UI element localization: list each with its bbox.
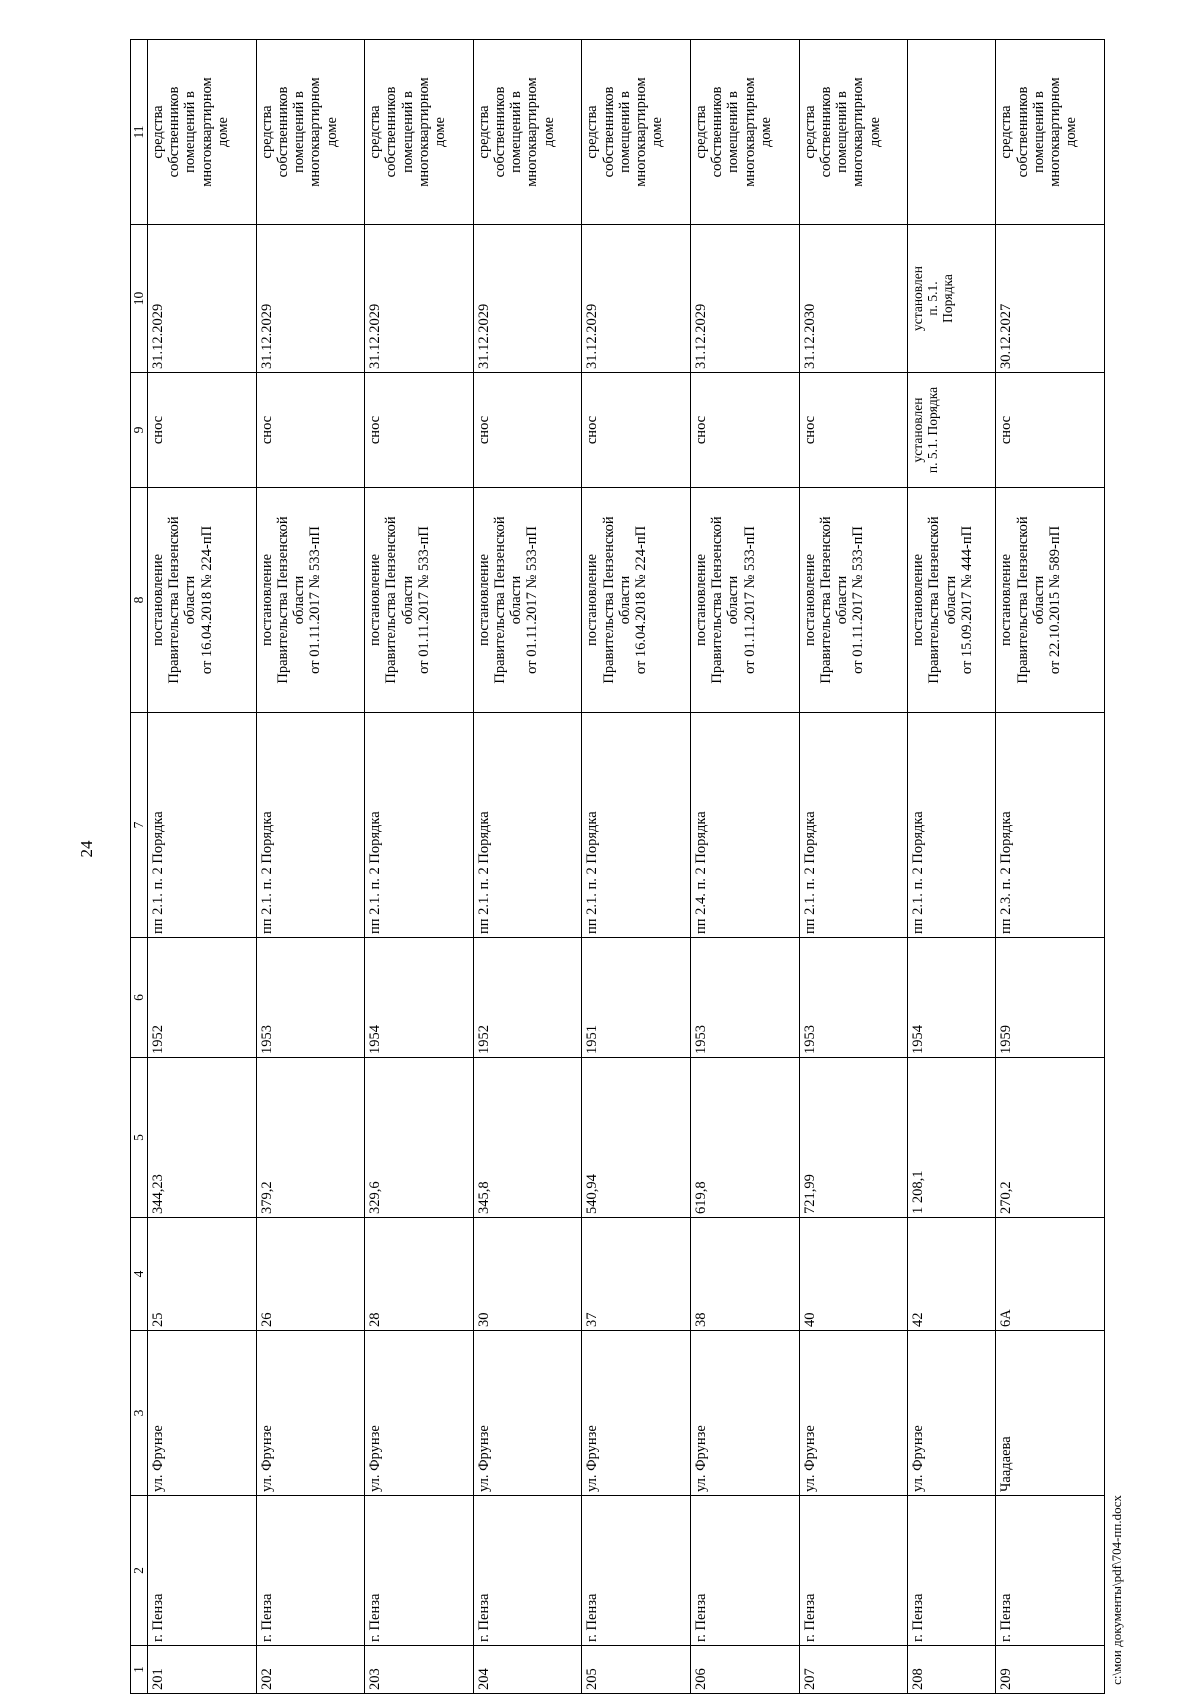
action-text: снос bbox=[801, 415, 818, 445]
document-line: области bbox=[182, 575, 199, 625]
funding-line: собственников bbox=[492, 86, 509, 178]
document-line: постановление bbox=[258, 553, 275, 647]
document-cell bbox=[473, 488, 582, 713]
funding-line: доме bbox=[323, 117, 340, 147]
house-cell bbox=[690, 1218, 799, 1331]
funding-cell bbox=[908, 40, 996, 225]
basis-cell bbox=[473, 713, 582, 938]
table-row bbox=[148, 40, 257, 1694]
area-value: 540,94 bbox=[584, 1174, 601, 1214]
document-cell bbox=[148, 488, 257, 713]
funding-line: доме bbox=[214, 117, 231, 147]
action-cell bbox=[799, 373, 908, 488]
funding-line: собственников bbox=[709, 86, 726, 178]
area-value: 379,2 bbox=[258, 1181, 275, 1214]
column-number: 9 bbox=[131, 373, 148, 488]
street-cell bbox=[582, 1331, 691, 1496]
city-name: г. Пенза bbox=[475, 1593, 492, 1642]
funding-line: средства bbox=[367, 105, 384, 159]
table-body bbox=[131, 40, 1105, 1694]
row-number: 208 bbox=[910, 1668, 927, 1690]
area-cell bbox=[148, 1058, 257, 1218]
column-number-row bbox=[131, 40, 148, 1694]
city-name: г. Пенза bbox=[801, 1593, 818, 1642]
footer-file-path: c:\мои документы\pdf\704-пп.docx bbox=[1109, 1495, 1124, 1685]
funding-line: помещений в bbox=[834, 91, 851, 173]
funding-line: многоквартирном bbox=[850, 77, 867, 187]
page-number: 24 bbox=[77, 840, 96, 858]
document-line: Правительства Пензенской bbox=[926, 516, 943, 684]
row-number-cell bbox=[799, 1646, 908, 1694]
city-name: г. Пенза bbox=[367, 1593, 384, 1642]
street-cell bbox=[365, 1331, 474, 1496]
column-number: 4 bbox=[131, 1218, 148, 1331]
document-line: от 01.11.2017 № 533-пП bbox=[524, 526, 541, 674]
funding-line: многоквартирном bbox=[198, 77, 215, 187]
action-text: снос bbox=[692, 415, 709, 445]
funding-line: помещений в bbox=[725, 91, 742, 173]
column-number: 7 bbox=[131, 713, 148, 938]
funding-cell bbox=[148, 40, 257, 225]
deadline-cell bbox=[690, 225, 799, 373]
row-number: 204 bbox=[475, 1668, 492, 1690]
area-cell bbox=[256, 1058, 365, 1218]
action-text: снос bbox=[475, 415, 492, 445]
deadline-cell bbox=[996, 225, 1105, 373]
deadline-text: 31.12.2029 bbox=[584, 303, 601, 369]
table-row bbox=[256, 40, 365, 1694]
street-cell bbox=[799, 1331, 908, 1496]
funding-line: многоквартирном bbox=[307, 77, 324, 187]
action-text: снос bbox=[258, 415, 275, 445]
deadline-text: 31.12.2030 bbox=[801, 303, 818, 369]
area-value: 619,8 bbox=[692, 1181, 709, 1214]
basis-cell bbox=[148, 713, 257, 938]
document-cell bbox=[256, 488, 365, 713]
funding-line: помещений в bbox=[1030, 91, 1047, 173]
table-row bbox=[365, 40, 474, 1694]
house-cell bbox=[148, 1218, 257, 1331]
row-number-cell bbox=[473, 1646, 582, 1694]
city-cell bbox=[996, 1496, 1105, 1646]
table-row bbox=[799, 40, 908, 1694]
document-line: постановление bbox=[150, 553, 166, 647]
city-name: г. Пенза bbox=[150, 1593, 166, 1642]
city-name: г. Пенза bbox=[258, 1593, 275, 1642]
action-text: п. 5.1. Порядка bbox=[925, 386, 941, 474]
build-year: 1952 bbox=[475, 1025, 492, 1054]
column-number: 10 bbox=[131, 225, 148, 373]
funding-line: средства bbox=[692, 105, 709, 159]
street-cell bbox=[256, 1331, 365, 1496]
funding-line: многоквартирном bbox=[1047, 77, 1063, 187]
document-line: от 16.04.2018 № 224-пП bbox=[633, 525, 650, 675]
basis-text: пп 2.1. п. 2 Порядка bbox=[910, 811, 927, 934]
street-name: ул. Фрунзе bbox=[367, 1425, 384, 1492]
document-line: Правительства Пензенской bbox=[1014, 516, 1031, 684]
table-row bbox=[473, 40, 582, 1694]
house-number: 40 bbox=[801, 1312, 818, 1327]
rotated-table-container bbox=[130, 40, 1105, 1694]
funding-line: многоквартирном bbox=[633, 77, 650, 187]
row-number: 206 bbox=[692, 1668, 709, 1690]
house-cell bbox=[908, 1218, 996, 1331]
build-year: 1959 bbox=[998, 1025, 1015, 1054]
document-line: постановление bbox=[475, 553, 492, 647]
basis-cell bbox=[996, 713, 1105, 938]
city-cell bbox=[799, 1496, 908, 1646]
deadline-cell bbox=[365, 225, 474, 373]
area-cell bbox=[582, 1058, 691, 1218]
action-cell bbox=[256, 373, 365, 488]
action-cell bbox=[473, 373, 582, 488]
funding-line: доме bbox=[540, 117, 557, 147]
city-cell bbox=[148, 1496, 257, 1646]
row-number-cell bbox=[148, 1646, 257, 1694]
deadline-cell bbox=[148, 225, 257, 373]
deadline-cell bbox=[256, 225, 365, 373]
document-line: постановление bbox=[910, 553, 927, 647]
deadline-text: 31.12.2029 bbox=[367, 303, 384, 369]
year-cell bbox=[799, 938, 908, 1058]
street-name: ул. Фрунзе bbox=[475, 1425, 492, 1492]
funding-cell bbox=[365, 40, 474, 225]
document-line: Правительства Пензенской bbox=[600, 516, 617, 684]
funding-line: помещений в bbox=[508, 91, 525, 173]
area-cell bbox=[799, 1058, 908, 1218]
action-cell bbox=[908, 373, 996, 488]
funding-cell bbox=[473, 40, 582, 225]
basis-text: пп 2.1. п. 2 Порядка bbox=[367, 811, 384, 934]
house-number: 25 bbox=[150, 1312, 166, 1327]
row-number: 207 bbox=[801, 1668, 818, 1690]
house-cell bbox=[996, 1218, 1105, 1331]
deadline-text: Порядка bbox=[940, 274, 956, 323]
area-value: 1 208,1 bbox=[910, 1170, 927, 1214]
area-value: 721,99 bbox=[801, 1174, 818, 1214]
deadline-text: п. 5.1. bbox=[925, 281, 941, 316]
year-cell bbox=[690, 938, 799, 1058]
funding-line: помещений в bbox=[182, 91, 199, 173]
basis-cell bbox=[582, 713, 691, 938]
build-year: 1952 bbox=[150, 1025, 166, 1054]
funding-line: собственников bbox=[817, 86, 834, 178]
document-line: области bbox=[508, 575, 525, 625]
area-value: 344,23 bbox=[150, 1174, 166, 1214]
house-cell bbox=[256, 1218, 365, 1331]
city-name: г. Пенза bbox=[998, 1593, 1015, 1642]
document-line: области bbox=[1030, 575, 1047, 625]
area-value: 270,2 bbox=[998, 1181, 1015, 1214]
deadline-cell bbox=[473, 225, 582, 373]
house-number: 28 bbox=[367, 1312, 384, 1327]
action-text: снос bbox=[367, 415, 384, 445]
document-cell bbox=[365, 488, 474, 713]
document-line: области bbox=[725, 575, 742, 625]
year-cell bbox=[996, 938, 1105, 1058]
build-year: 1953 bbox=[801, 1025, 818, 1054]
basis-text: пп 2.1. п. 2 Порядка bbox=[475, 811, 492, 934]
house-cell bbox=[473, 1218, 582, 1331]
document-line: от 15.09.2017 № 444-пП bbox=[958, 525, 975, 675]
funding-line: средства bbox=[475, 105, 492, 159]
funding-line: доме bbox=[866, 117, 883, 147]
column-number: 3 bbox=[131, 1331, 148, 1496]
deadline-cell bbox=[582, 225, 691, 373]
table-row bbox=[582, 40, 691, 1694]
basis-cell bbox=[256, 713, 365, 938]
house-number: 42 bbox=[910, 1312, 927, 1327]
basis-text: пп 2.3. п. 2 Порядка bbox=[998, 811, 1015, 934]
year-cell bbox=[908, 938, 996, 1058]
deadline-text: установлен bbox=[910, 266, 926, 331]
column-number: 1 bbox=[131, 1646, 148, 1694]
row-number-cell bbox=[256, 1646, 365, 1694]
street-cell bbox=[996, 1331, 1105, 1496]
funding-line: средства bbox=[801, 105, 818, 159]
table-row bbox=[690, 40, 799, 1694]
funding-line: средства bbox=[258, 105, 275, 159]
action-text: установлен bbox=[910, 397, 926, 463]
column-number: 2 bbox=[131, 1496, 148, 1646]
document-cell bbox=[690, 488, 799, 713]
house-number: 37 bbox=[584, 1312, 601, 1327]
basis-text: пп 2.1. п. 2 Порядка bbox=[584, 811, 601, 934]
housing-register-table bbox=[130, 39, 1105, 1694]
year-cell bbox=[148, 938, 257, 1058]
action-text: снос bbox=[150, 415, 166, 445]
funding-line: многоквартирном bbox=[415, 77, 432, 187]
city-cell bbox=[582, 1496, 691, 1646]
deadline-cell bbox=[799, 225, 908, 373]
document-line: области bbox=[834, 575, 851, 625]
funding-line: многоквартирном bbox=[741, 77, 758, 187]
street-name: ул. Фрунзе bbox=[150, 1425, 166, 1492]
funding-line: помещений в bbox=[616, 91, 633, 173]
basis-cell bbox=[365, 713, 474, 938]
basis-cell bbox=[690, 713, 799, 938]
document-line: от 16.04.2018 № 224-пП bbox=[198, 525, 215, 675]
document-line: постановление bbox=[998, 553, 1015, 647]
funding-line: доме bbox=[757, 117, 774, 147]
row-number-cell bbox=[996, 1646, 1105, 1694]
document-line: Правительства Пензенской bbox=[274, 516, 291, 684]
build-year: 1953 bbox=[692, 1025, 709, 1054]
row-number-cell bbox=[582, 1646, 691, 1694]
house-number: 30 bbox=[475, 1312, 492, 1327]
funding-cell bbox=[996, 40, 1105, 225]
document-line: от 01.11.2017 № 533-пП bbox=[307, 526, 324, 674]
document-line: от 01.11.2017 № 533-пП bbox=[850, 526, 867, 674]
row-number: 203 bbox=[367, 1668, 384, 1690]
funding-line: помещений в bbox=[399, 91, 416, 173]
basis-text: пп 2.1. п. 2 Порядка bbox=[150, 811, 166, 934]
deadline-text: 31.12.2029 bbox=[692, 303, 709, 369]
city-cell bbox=[473, 1496, 582, 1646]
funding-line: собственников bbox=[166, 86, 183, 178]
document-line: от 01.11.2017 № 533-пП bbox=[741, 526, 758, 674]
city-cell bbox=[365, 1496, 474, 1646]
funding-line: доме bbox=[432, 117, 449, 147]
document-line: постановление bbox=[367, 553, 384, 647]
action-text: снос bbox=[998, 415, 1015, 445]
row-number: 201 bbox=[150, 1668, 166, 1690]
funding-line: доме bbox=[1063, 117, 1080, 147]
house-number: 38 bbox=[692, 1312, 709, 1327]
column-number: 5 bbox=[131, 1058, 148, 1218]
document-line: от 01.11.2017 № 533-пП bbox=[415, 526, 432, 674]
area-cell bbox=[473, 1058, 582, 1218]
build-year: 1954 bbox=[910, 1025, 927, 1054]
document-cell bbox=[996, 488, 1105, 713]
basis-text: пп 2.4. п. 2 Порядка bbox=[692, 811, 709, 934]
street-cell bbox=[908, 1331, 996, 1496]
document-line: постановление bbox=[801, 553, 818, 647]
funding-line: многоквартирном bbox=[524, 77, 541, 187]
funding-line: доме bbox=[649, 117, 666, 147]
area-cell bbox=[690, 1058, 799, 1218]
build-year: 1953 bbox=[258, 1025, 275, 1054]
street-name: Чаадаева bbox=[998, 1436, 1015, 1492]
row-number-cell bbox=[908, 1646, 996, 1694]
action-text: снос bbox=[584, 415, 601, 445]
deadline-text: 31.12.2029 bbox=[475, 303, 492, 369]
document-line: области bbox=[291, 575, 308, 625]
document-line: Правительства Пензенской bbox=[383, 516, 400, 684]
year-cell bbox=[365, 938, 474, 1058]
column-number: 8 bbox=[131, 488, 148, 713]
house-number: 6А bbox=[998, 1309, 1015, 1327]
city-name: г. Пенза bbox=[584, 1593, 601, 1642]
build-year: 1954 bbox=[367, 1025, 384, 1054]
action-cell bbox=[148, 373, 257, 488]
funding-line: собственников bbox=[1014, 86, 1031, 178]
row-number-cell bbox=[365, 1646, 474, 1694]
street-cell bbox=[473, 1331, 582, 1496]
funding-line: помещений в bbox=[291, 91, 308, 173]
row-number: 209 bbox=[998, 1668, 1015, 1690]
area-value: 329,6 bbox=[367, 1181, 384, 1214]
document-line: постановление bbox=[584, 553, 601, 647]
document-line: Правительства Пензенской bbox=[817, 516, 834, 684]
document-line: области bbox=[942, 575, 959, 625]
house-cell bbox=[799, 1218, 908, 1331]
document-line: Правительства Пензенской bbox=[709, 516, 726, 684]
action-cell bbox=[582, 373, 691, 488]
city-name: г. Пенза bbox=[910, 1593, 927, 1642]
basis-cell bbox=[799, 713, 908, 938]
funding-line: средства bbox=[584, 105, 601, 159]
city-cell bbox=[256, 1496, 365, 1646]
column-number: 11 bbox=[131, 40, 148, 225]
funding-line: собственников bbox=[600, 86, 617, 178]
area-cell bbox=[365, 1058, 474, 1218]
column-number: 6 bbox=[131, 938, 148, 1058]
row-number: 205 bbox=[584, 1668, 601, 1690]
basis-text: пп 2.1. п. 2 Порядка bbox=[801, 811, 818, 934]
area-cell bbox=[908, 1058, 996, 1218]
funding-line: собственников bbox=[274, 86, 291, 178]
deadline-cell bbox=[908, 225, 996, 373]
deadline-text: 31.12.2029 bbox=[150, 303, 166, 369]
action-cell bbox=[996, 373, 1105, 488]
city-cell bbox=[908, 1496, 996, 1646]
table-row bbox=[908, 40, 996, 1694]
house-number: 26 bbox=[258, 1312, 275, 1327]
deadline-text: 30.12.2027 bbox=[998, 303, 1015, 369]
row-number: 202 bbox=[258, 1668, 275, 1690]
table-row bbox=[996, 40, 1105, 1694]
document-line: Правительства Пензенской bbox=[492, 516, 509, 684]
street-name: ул. Фрунзе bbox=[258, 1425, 275, 1492]
house-cell bbox=[582, 1218, 691, 1331]
city-name: г. Пенза bbox=[692, 1593, 709, 1642]
street-cell bbox=[148, 1331, 257, 1496]
basis-cell bbox=[908, 713, 996, 938]
basis-text: пп 2.1. п. 2 Порядка bbox=[258, 811, 275, 934]
build-year: 1951 bbox=[584, 1025, 601, 1054]
document-line: постановление bbox=[692, 553, 709, 647]
document-line: области bbox=[616, 575, 633, 625]
year-cell bbox=[582, 938, 691, 1058]
action-cell bbox=[690, 373, 799, 488]
year-cell bbox=[473, 938, 582, 1058]
year-cell bbox=[256, 938, 365, 1058]
house-cell bbox=[365, 1218, 474, 1331]
city-cell bbox=[690, 1496, 799, 1646]
street-name: ул. Фрунзе bbox=[801, 1425, 818, 1492]
document-cell bbox=[582, 488, 691, 713]
document-cell bbox=[908, 488, 996, 713]
funding-cell bbox=[256, 40, 365, 225]
funding-cell bbox=[799, 40, 908, 225]
funding-line: средства bbox=[150, 105, 166, 159]
area-value: 345,8 bbox=[475, 1181, 492, 1214]
funding-cell bbox=[690, 40, 799, 225]
street-cell bbox=[690, 1331, 799, 1496]
document-line: от 22.10.2015 № 589-пП bbox=[1047, 525, 1063, 675]
document-cell bbox=[799, 488, 908, 713]
area-cell bbox=[996, 1058, 1105, 1218]
funding-cell bbox=[582, 40, 691, 225]
deadline-text: 31.12.2029 bbox=[258, 303, 275, 369]
document-line: Правительства Пензенской bbox=[166, 516, 183, 684]
street-name: ул. Фрунзе bbox=[584, 1425, 601, 1492]
funding-line: средства bbox=[998, 105, 1015, 159]
funding-line: собственников bbox=[383, 86, 400, 178]
document-line: области bbox=[399, 575, 416, 625]
row-number-cell bbox=[690, 1646, 799, 1694]
street-name: ул. Фрунзе bbox=[692, 1425, 709, 1492]
action-cell bbox=[365, 373, 474, 488]
street-name: ул. Фрунзе bbox=[910, 1425, 927, 1492]
